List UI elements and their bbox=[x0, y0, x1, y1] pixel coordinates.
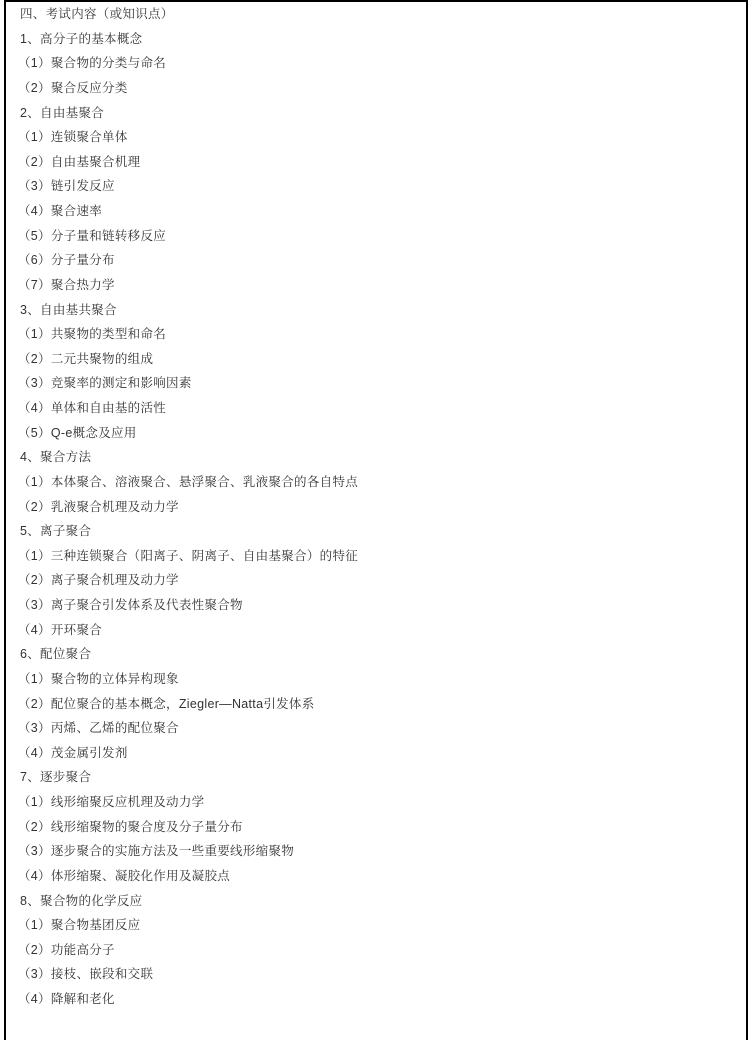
knowledge-point-item: （4）聚合速率 bbox=[18, 204, 103, 218]
knowledge-point-item: （4）茂金属引发剂 bbox=[18, 745, 128, 760]
knowledge-point-item: （2）离子聚合机理及动力学 bbox=[18, 573, 179, 588]
knowledge-point-item: （1）聚合物的立体异构现象 bbox=[18, 671, 179, 686]
knowledge-point-item: （2）自由基聚合机理 bbox=[18, 154, 141, 169]
knowledge-point-item: （4）单体和自由基的活性 bbox=[18, 401, 167, 415]
section-heading: 6、配位聚合 bbox=[20, 647, 92, 662]
knowledge-point-item: （1）连锁聚合单体 bbox=[18, 130, 128, 145]
section-heading: 1、高分子的基本概念 bbox=[20, 31, 143, 46]
knowledge-point-item: （4）降解和老化 bbox=[18, 992, 115, 1006]
section-heading: 8、聚合物的化学反应 bbox=[20, 893, 143, 908]
knowledge-point-item: （3）离子聚合引发体系及代表性聚合物 bbox=[18, 598, 243, 612]
section-heading: 5、离子聚合 bbox=[20, 524, 92, 539]
document-title: 四、考试内容（或知识点） bbox=[20, 7, 174, 21]
knowledge-point-item: （4）体形缩聚、凝胶化作用及凝胶点 bbox=[18, 868, 231, 883]
knowledge-point-item: （1）共聚物的类型和命名 bbox=[18, 327, 167, 342]
knowledge-point-item: （1）聚合物基团反应 bbox=[18, 918, 141, 933]
knowledge-point-item: （5）Q-e概念及应用 bbox=[18, 425, 137, 440]
section-heading: 4、聚合方法 bbox=[20, 450, 92, 465]
knowledge-point-item: （3）逐步聚合的实施方法及一些重要线形缩聚物 bbox=[18, 844, 295, 859]
knowledge-point-item: （6）分子量分布 bbox=[18, 253, 115, 268]
knowledge-point-item: （2）线形缩聚物的聚合度及分子量分布 bbox=[18, 819, 243, 834]
knowledge-point-item: （2）二元共聚物的组成 bbox=[18, 351, 154, 366]
knowledge-point-item: （3）竞聚率的测定和影响因素 bbox=[18, 376, 192, 391]
knowledge-point-item: （5）分子量和链转移反应 bbox=[18, 228, 167, 243]
section-heading: 3、自由基共聚合 bbox=[20, 302, 117, 317]
knowledge-point-item: （3）链引发反应 bbox=[18, 179, 115, 194]
knowledge-point-item: （2）聚合反应分类 bbox=[18, 80, 128, 95]
knowledge-point-item: （1）聚合物的分类与命名 bbox=[18, 56, 167, 71]
knowledge-point-item: （3）丙烯、乙烯的配位聚合 bbox=[18, 721, 179, 736]
knowledge-point-item: （2）乳液聚合机理及动力学 bbox=[18, 499, 179, 514]
section-heading: 2、自由基聚合 bbox=[20, 105, 105, 120]
document-table-cell bbox=[4, 0, 748, 1040]
content-lines bbox=[18, 27, 736, 1012]
knowledge-point-item: （4）开环聚合 bbox=[18, 622, 103, 637]
knowledge-point-item: （1）本体聚合、溶液聚合、悬浮聚合、乳液聚合的各自特点 bbox=[18, 474, 359, 489]
knowledge-point-item: （2）功能高分子 bbox=[18, 942, 115, 957]
knowledge-point-item: （3）接枝、嵌段和交联 bbox=[18, 967, 154, 982]
knowledge-point-item: （7）聚合热力学 bbox=[18, 277, 115, 292]
knowledge-point-item: （1）线形缩聚反应机理及动力学 bbox=[18, 795, 205, 809]
knowledge-point-item: （2）配位聚合的基本概念，Ziegler—Natta引发体系 bbox=[18, 696, 315, 711]
section-heading: 7、逐步聚合 bbox=[20, 770, 92, 785]
knowledge-point-item: （1）三种连锁聚合（阳离子、阴离子、自由基聚合）的特征 bbox=[18, 548, 359, 563]
